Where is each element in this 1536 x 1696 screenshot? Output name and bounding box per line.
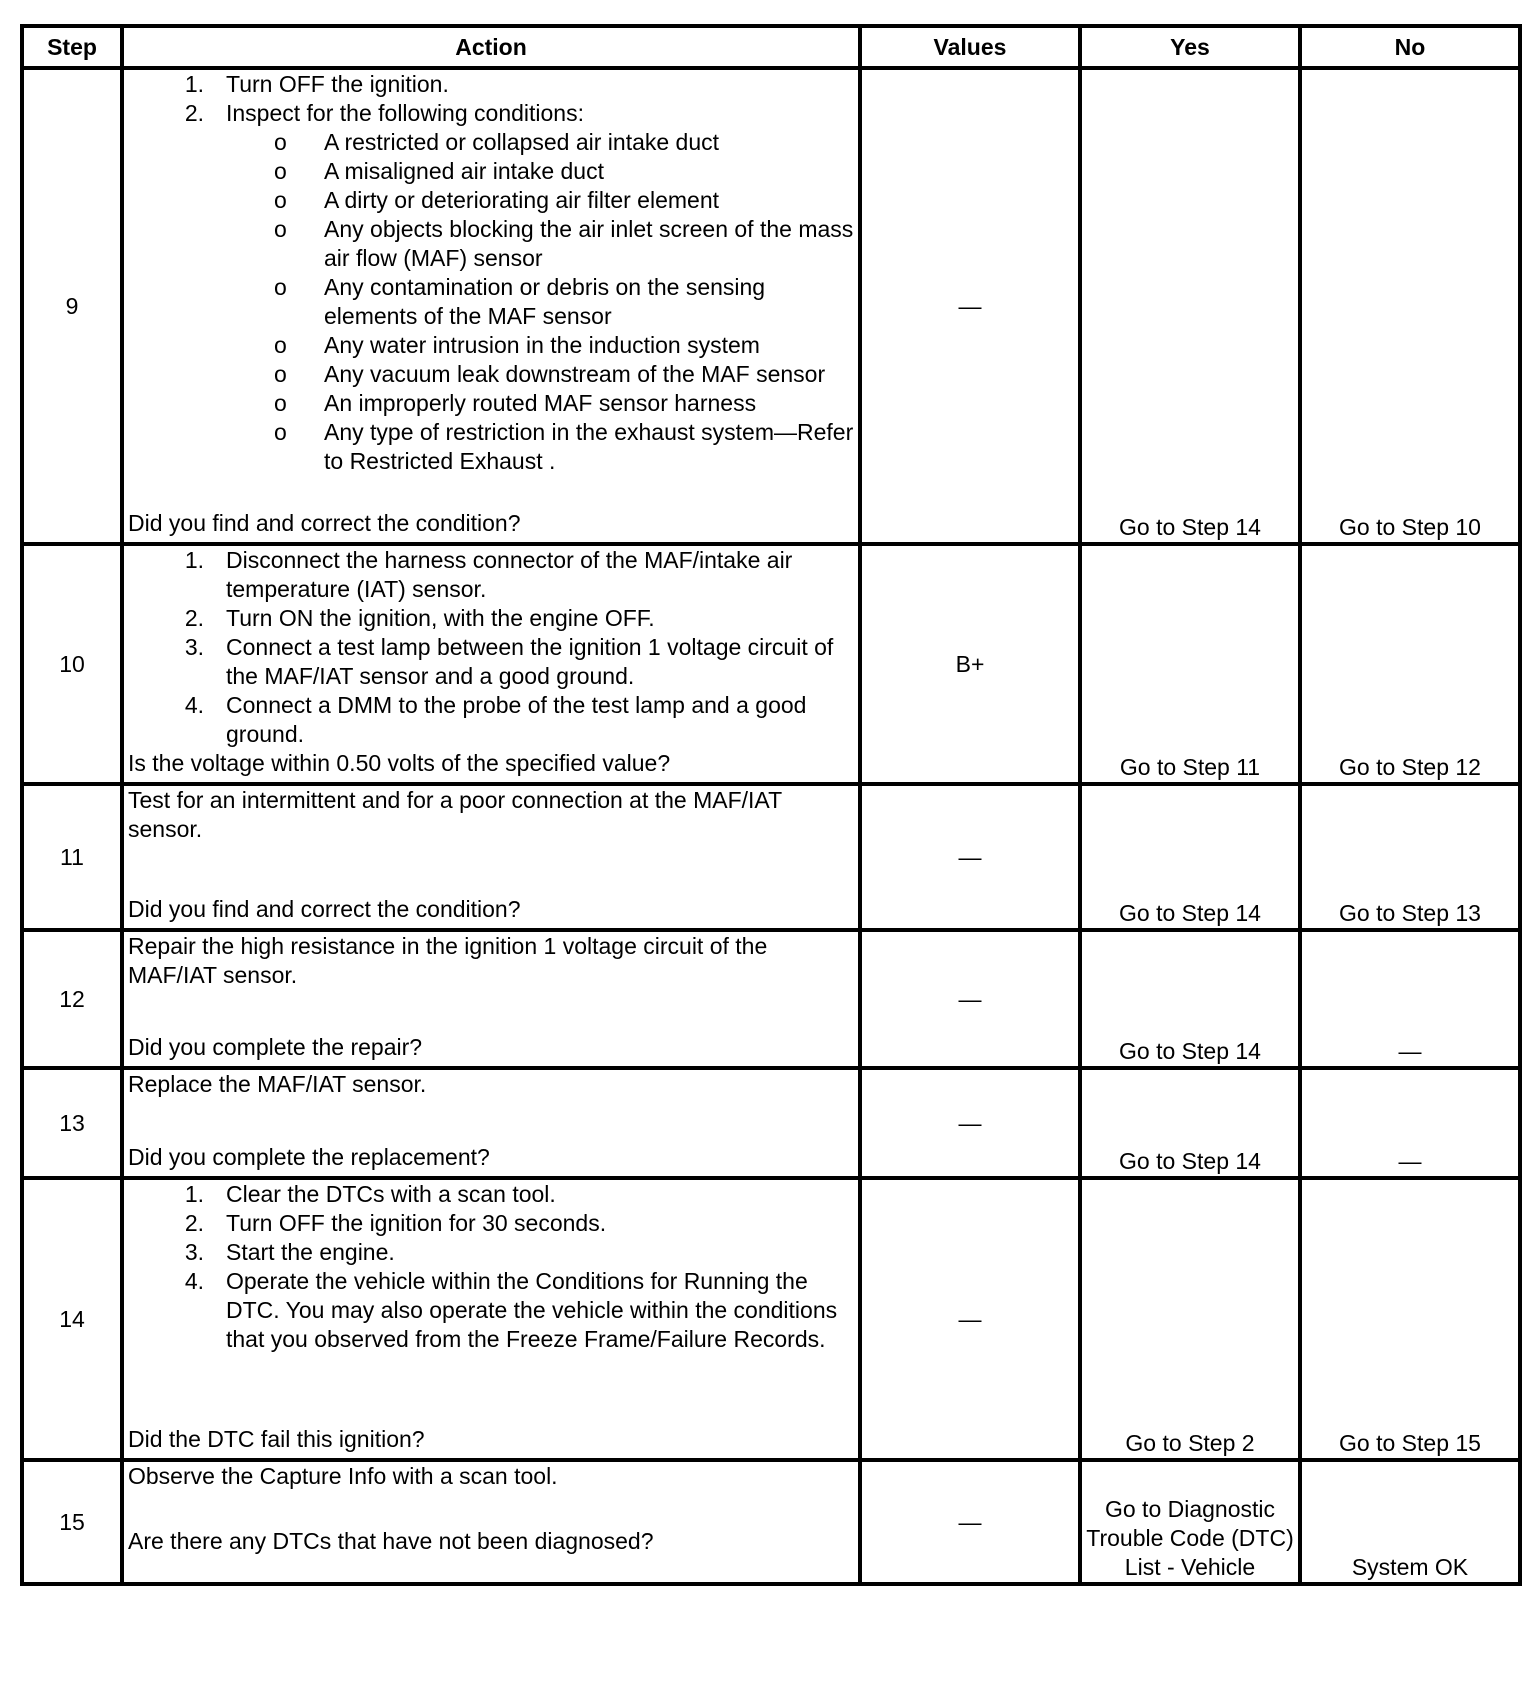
header-row (22, 26, 1520, 68)
condition-text: Any type of restriction in the exhaust system—Refer to Restricted Exhaust . (324, 419, 854, 474)
yes-cell: Go to Step 14 (1080, 930, 1300, 1068)
header-values: Values (860, 26, 1080, 68)
yes-cell: Go to Diagnostic Trouble Code (DTC) List - Vehicle (1080, 1460, 1300, 1584)
list-item: 1. Clear the DTCs with a scan tool. (184, 1181, 556, 1207)
condition-text: Any contamination or debris on the sensing elements of the MAF sensor (324, 274, 766, 329)
table-row (22, 1068, 1520, 1178)
no-cell: — (1300, 930, 1520, 1068)
list-item: 2. Turn OFF the ignition for 30 seconds. (184, 1210, 607, 1236)
step-number: 10 (22, 544, 122, 784)
list-item (226, 418, 854, 476)
list-item (226, 273, 854, 331)
question-text: Are there any DTCs that have not been diagnosed? (128, 1528, 654, 1554)
header-action: Action (122, 26, 860, 68)
list-item: 4. Connect a DMM to the probe of the test lamp and a good ground. (184, 692, 807, 747)
step-text: Turn OFF the ignition. (226, 71, 449, 97)
bullet-icon: o (274, 129, 287, 155)
yes-cell: Go to Step 14 (1080, 68, 1300, 544)
condition-text: A misaligned air intake duct (324, 158, 604, 184)
action-text: Replace the MAF/IAT sensor. (128, 1071, 427, 1097)
values-cell: — (860, 1178, 1080, 1460)
action-cell (122, 1460, 860, 1584)
action-cell (122, 544, 860, 784)
list-item: 1. Disconnect the harness connector of the MAF/intake air temperature (IAT) sensor. (184, 547, 793, 602)
table-row (22, 1178, 1520, 1460)
step-number: 12 (22, 930, 122, 1068)
list-item (226, 331, 854, 360)
step-text: Turn ON the ignition, with the engine OFF. (226, 605, 655, 631)
action-text: Test for an intermittent and for a poor connection at the MAF/IAT sensor. (128, 787, 782, 842)
list-item: 4. Operate the vehicle within the Conditions for Running the DTC. You may also operate the vehicle within the conditions that you observed from the Freeze Frame/Failure Records. (184, 1268, 838, 1352)
step-list (128, 546, 854, 749)
bullet-icon: o (274, 332, 287, 358)
bullet-icon: o (274, 216, 287, 242)
no-cell: System OK (1300, 1460, 1520, 1584)
table-row (22, 1460, 1520, 1584)
action-cell (122, 68, 860, 544)
list-item: 2. Turn ON the ignition, with the engine OFF. (184, 605, 655, 631)
table-row (22, 544, 1520, 784)
yes-cell: Go to Step 14 (1080, 784, 1300, 930)
list-item (226, 215, 854, 273)
question-text: Did you find and correct the condition? (128, 510, 521, 536)
no-cell: Go to Step 15 (1300, 1178, 1520, 1460)
condition-text: A dirty or deteriorating air filter element (324, 187, 720, 213)
header-step: Step (22, 26, 122, 68)
step-list (128, 70, 854, 476)
list-item (226, 128, 854, 157)
step-number: 13 (22, 1068, 122, 1178)
values-cell: — (860, 1460, 1080, 1584)
diagnostic-table (20, 24, 1522, 1586)
action-cell (122, 784, 860, 930)
step-text: Inspect for the following conditions: (226, 100, 584, 126)
step-text: Operate the vehicle within the Conditions for Running the DTC. You may also operate the vehicle within the conditions that you observed from the Freeze Frame/Failure Records. (226, 1268, 838, 1352)
list-item (226, 157, 854, 186)
values-cell: — (860, 784, 1080, 930)
question-text: Is the voltage within 0.50 volts of the specified value? (128, 750, 671, 776)
list-item (226, 186, 854, 215)
action-text: Repair the high resistance in the ignition 1 voltage circuit of the MAF/IAT sensor. (128, 933, 768, 988)
values-cell: — (860, 1068, 1080, 1178)
list-item: 3. Start the engine. (184, 1239, 395, 1265)
step-number: 11 (22, 784, 122, 930)
step-text: Connect a test lamp between the ignition 1 voltage circuit of the MAF/IAT sensor and a good ground. (226, 634, 834, 689)
no-cell: Go to Step 13 (1300, 784, 1520, 930)
step-number: 9 (22, 68, 122, 544)
question-text: Did you find and correct the condition? (128, 896, 521, 922)
condition-text: An improperly routed MAF sensor harness (324, 390, 757, 416)
bullet-icon: o (274, 390, 287, 416)
step-number: 14 (22, 1178, 122, 1460)
list-item (226, 389, 854, 418)
step-list (128, 1180, 854, 1354)
step-text: Turn OFF the ignition for 30 seconds. (226, 1210, 607, 1236)
action-cell (122, 930, 860, 1068)
table-row (22, 784, 1520, 930)
bullet-icon: o (274, 419, 287, 445)
condition-text: Any vacuum leak downstream of the MAF sensor (324, 361, 826, 387)
condition-text: Any water intrusion in the induction system (324, 332, 760, 358)
step-text: Clear the DTCs with a scan tool. (226, 1181, 556, 1207)
bullet-icon: o (274, 274, 287, 300)
question-text: Did you complete the replacement? (128, 1144, 490, 1170)
values-cell: — (860, 68, 1080, 544)
action-text: Observe the Capture Info with a scan tool. (128, 1463, 558, 1489)
values-cell: B+ (860, 544, 1080, 784)
header-yes: Yes (1080, 26, 1300, 68)
step-text: Connect a DMM to the probe of the test lamp and a good ground. (226, 692, 807, 747)
list-item: 3. Connect a test lamp between the ignition 1 voltage circuit of the MAF/IAT sensor and a good ground. (184, 634, 834, 689)
bullet-icon: o (274, 158, 287, 184)
header-no: No (1300, 26, 1520, 68)
yes-cell: Go to Step 2 (1080, 1178, 1300, 1460)
no-cell: — (1300, 1068, 1520, 1178)
values-cell: — (860, 930, 1080, 1068)
condition-list (226, 128, 854, 476)
table-row (22, 930, 1520, 1068)
step-text: Disconnect the harness connector of the MAF/intake air temperature (IAT) sensor. (226, 547, 793, 602)
bullet-icon: o (274, 361, 287, 387)
question-text: Did you complete the repair? (128, 1034, 423, 1060)
bullet-icon: o (274, 187, 287, 213)
list-item: 1. Turn OFF the ignition. (184, 71, 449, 97)
list-item: 2. Inspect for the following conditions: o A restricted or collapsed air intake duct o A misaligned air intake duct o A dirty or deteriorating air filter element o Any objects blocking the air inlet screen of the mass air flow (MAF) sensor o Any contamination or debris on the sensing elements of the MAF sensor o Any water intrusion in the induction system o Any vacuum leak downstream of the MAF sensor o An improperly routed MAF sensor harness o Any type of restriction in the exhaust system—Refer to Restricted Exhaust . (184, 100, 854, 474)
action-cell (122, 1178, 860, 1460)
table-row (22, 68, 1520, 544)
yes-cell: Go to Step 14 (1080, 1068, 1300, 1178)
yes-cell: Go to Step 11 (1080, 544, 1300, 784)
question-text: Did the DTC fail this ignition? (128, 1426, 425, 1452)
no-cell: Go to Step 10 (1300, 68, 1520, 544)
condition-text: A restricted or collapsed air intake duct (324, 129, 720, 155)
condition-text: Any objects blocking the air inlet screen of the mass air flow (MAF) sensor (324, 216, 854, 271)
action-cell (122, 1068, 860, 1178)
no-cell: Go to Step 12 (1300, 544, 1520, 784)
step-text: Start the engine. (226, 1239, 395, 1265)
step-number: 15 (22, 1460, 122, 1584)
list-item (226, 360, 854, 389)
